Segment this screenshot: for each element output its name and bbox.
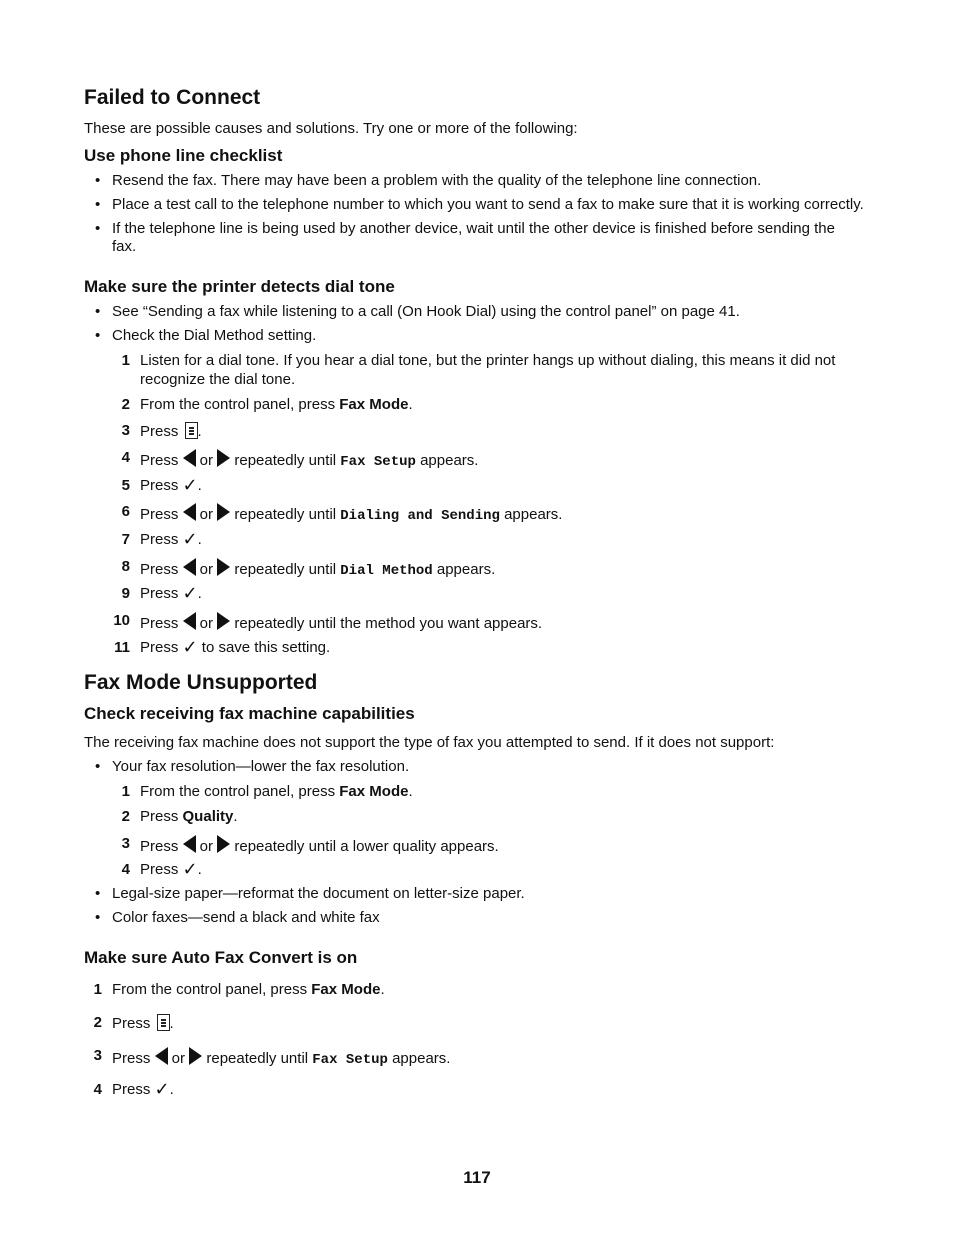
right-arrow-icon [217,612,230,630]
bullet-marker: • [95,196,101,213]
bullet-marker: • [95,172,101,189]
step-text: Press or repeatedly until a lower quality appears. [140,835,499,855]
fax-mode-button-label: Fax Mode [311,981,381,998]
checkmark-icon: ✓ [182,475,198,495]
step-number: 2 [121,396,130,413]
step-text: Press ✓ to save this setting. [140,637,331,657]
bullet-marker: • [95,885,101,902]
left-arrow-icon [183,449,196,467]
step-text: Listen for a dial tone. If you hear a dial tone, but the printer hangs up without dialing, this means it did not [140,352,836,369]
step-text: Press ✓. [140,859,202,879]
subheading-auto-fax-convert: Make sure Auto Fax Convert is on [84,948,358,967]
step-text: Press Quality. [140,808,238,825]
bullet-marker: • [95,327,101,344]
menu-icon [157,1014,170,1031]
checkmark-icon: ✓ [182,859,198,879]
step-text: Press or repeatedly until Fax Setup appears. [140,449,478,470]
bullet-marker: • [95,220,101,237]
page-number: 117 [463,1168,491,1187]
left-arrow-icon [183,503,196,521]
step-number: 7 [121,531,130,548]
step-text-continuation: recognize the dial tone. [140,371,296,388]
list-item: Resend the fax. There may have been a problem with the quality of the telephone line connection. [112,172,762,189]
section-title-fax-mode-unsupported: Fax Mode Unsupported [84,671,318,694]
checkmark-icon: ✓ [154,1079,170,1099]
step-number: 1 [121,783,130,800]
step-text: From the control panel, press Fax Mode. [140,783,413,800]
section-title-failed-to-connect: Failed to Connect [84,86,261,109]
intro-text: The receiving fax machine does not support the type of fax you attempted to send. If it does not support: [84,734,775,751]
right-arrow-icon [217,503,230,521]
bullet-marker: • [95,303,101,320]
list-item: Check the Dial Method setting. [112,327,317,344]
list-item: Color faxes—send a black and white fax [112,909,380,926]
list-item-continuation: fax. [112,238,137,255]
menu-icon [185,422,198,439]
subheading-dial-tone: Make sure the printer detects dial tone [84,277,395,296]
step-text: Press ✓. [140,475,202,495]
display-text: Fax Setup [312,1052,388,1068]
checkmark-icon: ✓ [182,529,198,549]
right-arrow-icon [217,449,230,467]
step-text: Press or repeatedly until Dial Method appears. [140,558,495,579]
left-arrow-icon [183,558,196,576]
step-number: 2 [121,808,130,825]
step-text: Press . [112,1015,174,1032]
step-number: 1 [93,981,102,998]
step-number: 5 [121,477,130,494]
bullet-marker: • [95,758,101,775]
subheading-phone-line-checklist: Use phone line checklist [84,146,283,165]
list-item: If the telephone line is being used by another device, wait until the other device is finished before sending the [112,220,835,237]
step-number: 3 [121,835,130,852]
step-text: Press ✓. [140,529,202,549]
display-text: Fax Setup [340,454,416,470]
step-text: Press or repeatedly until Fax Setup appears. [112,1047,450,1068]
step-number: 6 [121,503,130,520]
display-text: Dialing and Sending [340,508,500,524]
left-arrow-icon [183,835,196,853]
step-text: Press or repeatedly until the method you want appears. [140,612,542,632]
step-number: 3 [121,422,130,439]
left-arrow-icon [155,1047,168,1065]
fax-mode-button-label: Fax Mode [339,783,409,800]
bullet-marker: • [95,909,101,926]
step-number: 3 [93,1047,102,1064]
list-item: Your fax resolution—lower the fax resolution. [112,758,410,775]
checkmark-icon: ✓ [182,637,198,657]
list-item: See “Sending a fax while listening to a call (On Hook Dial) using the control panel” on page 41. [112,303,740,320]
step-number: 9 [121,585,130,602]
step-number: 8 [121,558,130,575]
right-arrow-icon [189,1047,202,1065]
display-text: Dial Method [340,563,433,579]
step-number: 4 [121,861,130,878]
list-item: Legal-size paper—reformat the document on letter-size paper. [112,885,525,902]
intro-text: These are possible causes and solutions. Try one or more of the following: [84,120,578,137]
step-text: Press . [140,423,202,440]
quality-button-label: Quality [182,808,234,825]
step-number: 10 [113,612,130,629]
step-number: 2 [93,1014,102,1031]
right-arrow-icon [217,558,230,576]
step-text: Press ✓. [140,583,202,603]
subheading-receiving-capabilities: Check receiving fax machine capabilities [84,704,415,723]
step-number: 1 [121,352,130,369]
step-text: From the control panel, press Fax Mode. [112,981,385,998]
step-text: Press or repeatedly until Dialing and Sending appears. [140,503,562,524]
step-number: 4 [121,449,130,466]
right-arrow-icon [217,835,230,853]
left-arrow-icon [183,612,196,630]
step-text: Press ✓. [112,1079,174,1099]
checkmark-icon: ✓ [182,583,198,603]
step-number: 11 [114,639,130,656]
list-item: Place a test call to the telephone number to which you want to send a fax to make sure that it is working correctly. [112,196,864,213]
step-text: From the control panel, press Fax Mode. [140,396,413,413]
fax-mode-button-label: Fax Mode [339,396,409,413]
step-number: 4 [93,1081,102,1098]
